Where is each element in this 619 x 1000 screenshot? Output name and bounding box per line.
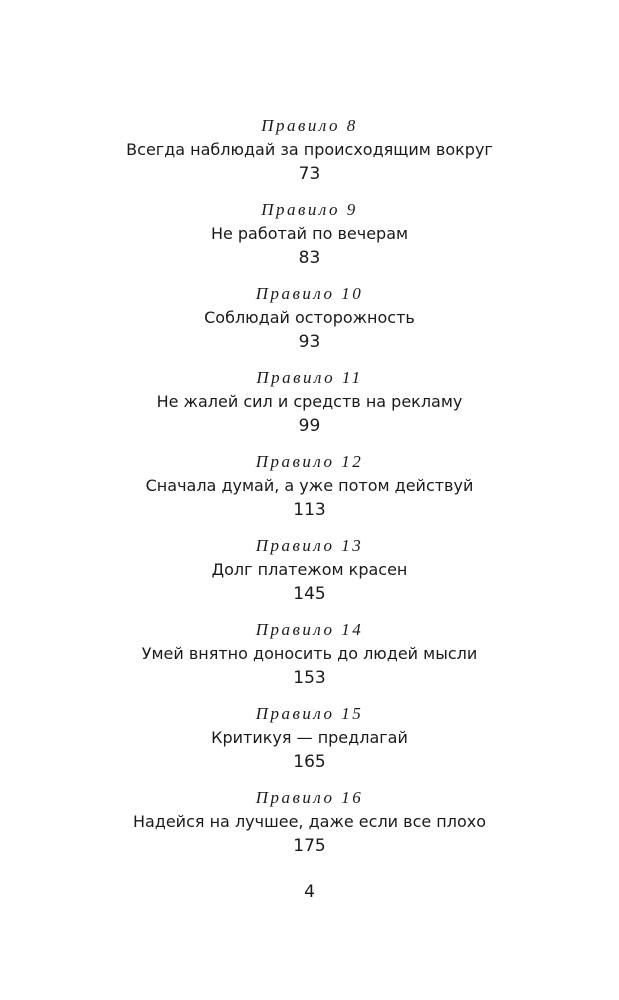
rule-page-number: 145 [293, 584, 326, 604]
rule-page-number: 113 [293, 500, 326, 520]
rule-label: Правило 13 [255, 536, 364, 555]
rule-label: Правило 15 [255, 704, 364, 723]
rule-label: Правило 9 [261, 200, 358, 219]
toc-entry [0, 534, 619, 618]
rule-title: Соблюдай осторожность [204, 308, 415, 327]
rule-title: Надейся на лучшее, даже если все плохо [132, 812, 487, 831]
rule-page-number: 153 [293, 668, 326, 688]
toc-entry [0, 786, 619, 870]
toc-entry [0, 198, 619, 282]
toc-entry [0, 366, 619, 450]
rule-label: Правило 10 [255, 284, 364, 303]
rule-page-number: 83 [298, 248, 321, 268]
page-number: 4 [304, 882, 315, 902]
rule-label: Правило 11 [256, 368, 363, 387]
rule-label: Правило 16 [255, 788, 364, 807]
toc-entry [0, 450, 619, 534]
rule-title: Долг платежом красен [211, 560, 408, 579]
toc-entry [0, 114, 619, 198]
toc-entry [0, 618, 619, 702]
rule-title: Умей внятно доносить до людей мысли [141, 644, 478, 663]
rule-title: Критикуя — предлагай [211, 728, 408, 747]
rule-page-number: 99 [298, 416, 321, 436]
rule-page-number: 73 [298, 164, 321, 184]
rule-page-number: 165 [293, 752, 326, 772]
rule-title: Не жалей сил и средств на рекламу [156, 392, 463, 411]
rule-label: Правило 14 [255, 620, 364, 639]
rule-title: Сначала думай, а уже потом действуй [145, 476, 474, 495]
rule-page-number: 93 [298, 332, 321, 352]
rule-label: Правило 8 [261, 116, 358, 135]
rule-label: Правило 12 [255, 452, 364, 471]
toc-entry [0, 702, 619, 786]
table-of-contents [0, 114, 619, 870]
rule-title: Всегда наблюдай за происходящим вокруг [126, 140, 493, 159]
rule-page-number: 175 [293, 836, 326, 856]
toc-entry [0, 282, 619, 366]
rule-title: Не работай по вечерам [210, 224, 409, 243]
